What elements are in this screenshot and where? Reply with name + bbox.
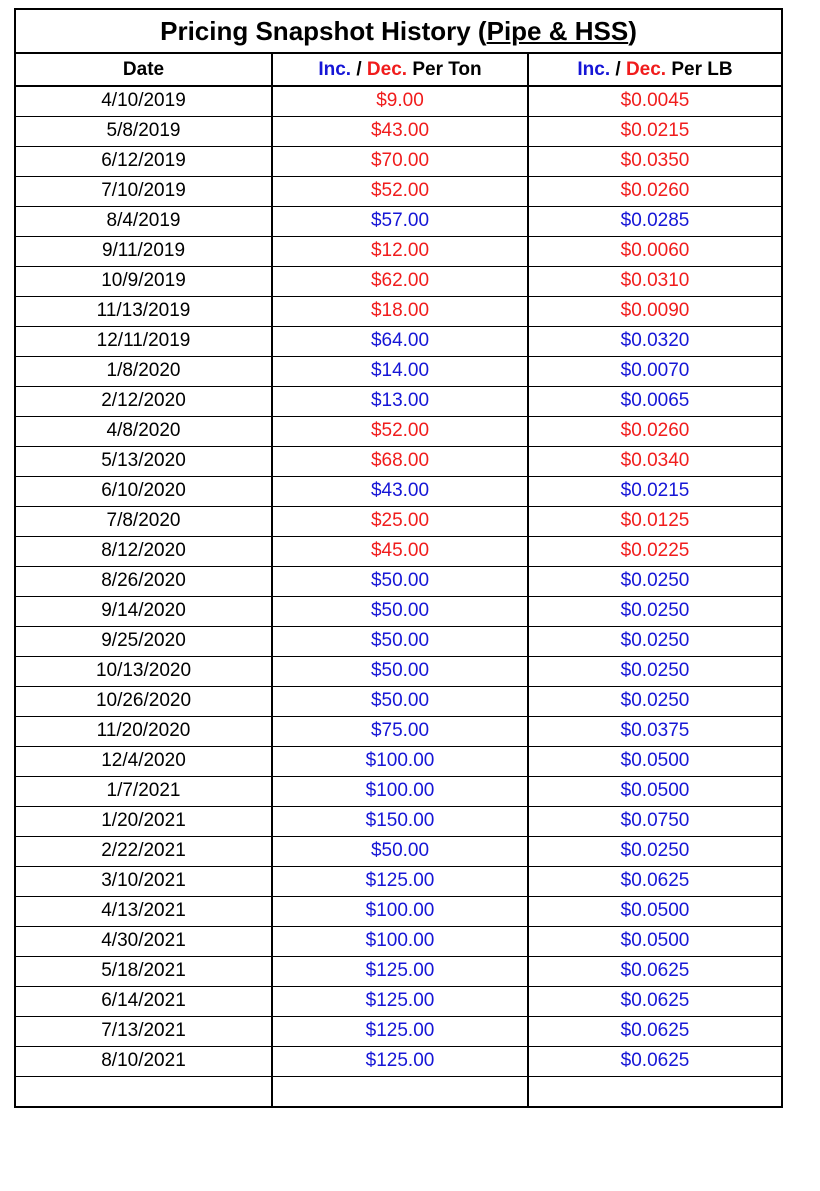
per-ton-cell: $100.00 [272, 896, 528, 926]
date-cell: 12/11/2019 [16, 326, 272, 356]
table-row [16, 926, 781, 956]
table-row [16, 1046, 781, 1076]
per-lb-cell: $0.0500 [528, 926, 781, 956]
date-cell: 10/13/2020 [16, 656, 272, 686]
per-lb-cell: $0.0625 [528, 956, 781, 986]
sheet-title [16, 10, 781, 54]
table-row [16, 476, 781, 506]
table-row [16, 1076, 781, 1106]
per-ton-cell: $62.00 [272, 266, 528, 296]
date-cell: 11/13/2019 [16, 296, 272, 326]
per-lb-cell: $0.0250 [528, 566, 781, 596]
per-lb-cell: $0.0260 [528, 416, 781, 446]
per-lb-cell: $0.0625 [528, 1016, 781, 1046]
per-ton-cell: $100.00 [272, 776, 528, 806]
table-body [16, 86, 781, 1106]
date-cell: 6/10/2020 [16, 476, 272, 506]
date-cell: 4/10/2019 [16, 86, 272, 116]
date-cell: 5/8/2019 [16, 116, 272, 146]
table-row [16, 836, 781, 866]
table-row [16, 266, 781, 296]
per-ton-cell: $18.00 [272, 296, 528, 326]
table-row [16, 866, 781, 896]
per-ton-cell: $50.00 [272, 626, 528, 656]
table-row [16, 386, 781, 416]
per-ton-cell: $13.00 [272, 386, 528, 416]
per-lb-cell: $0.0060 [528, 236, 781, 266]
per-lb-cell: $0.0065 [528, 386, 781, 416]
date-cell: 4/8/2020 [16, 416, 272, 446]
per-lb-cell: $0.0090 [528, 296, 781, 326]
per-lb-cell: $0.0250 [528, 596, 781, 626]
header-per-lb [528, 54, 781, 86]
per-lb-cell: $0.0500 [528, 776, 781, 806]
per-lb-cell: $0.0500 [528, 896, 781, 926]
date-cell: 9/11/2019 [16, 236, 272, 266]
table-row [16, 686, 781, 716]
per-ton-cell: $50.00 [272, 836, 528, 866]
table-row [16, 536, 781, 566]
per-ton-cell: $25.00 [272, 506, 528, 536]
table-row [16, 956, 781, 986]
table-row [16, 86, 781, 116]
date-cell: 4/30/2021 [16, 926, 272, 956]
header-per-ton-inc: Inc. [318, 58, 352, 80]
per-lb-cell: $0.0045 [528, 86, 781, 116]
per-lb-cell: $0.0340 [528, 446, 781, 476]
table-row [16, 236, 781, 266]
date-cell: 7/10/2019 [16, 176, 272, 206]
title-prefix: Pricing Snapshot History ( [160, 15, 487, 46]
per-ton-cell: $125.00 [272, 1046, 528, 1076]
header-per-ton [272, 54, 528, 86]
per-ton-cell: $125.00 [272, 986, 528, 1016]
table-row [16, 776, 781, 806]
table-row [16, 656, 781, 686]
date-cell [16, 1076, 272, 1106]
per-lb-cell: $0.0320 [528, 326, 781, 356]
per-ton-cell: $68.00 [272, 446, 528, 476]
date-cell: 2/12/2020 [16, 386, 272, 416]
per-ton-cell: $57.00 [272, 206, 528, 236]
per-ton-cell [272, 1076, 528, 1106]
table-row [16, 356, 781, 386]
date-cell: 8/26/2020 [16, 566, 272, 596]
date-cell: 7/8/2020 [16, 506, 272, 536]
per-lb-cell: $0.0750 [528, 806, 781, 836]
date-cell: 10/9/2019 [16, 266, 272, 296]
per-ton-cell: $12.00 [272, 236, 528, 266]
per-lb-cell: $0.0625 [528, 866, 781, 896]
header-per-ton-sep: / [351, 58, 367, 80]
date-cell: 6/14/2021 [16, 986, 272, 1016]
per-lb-cell: $0.0625 [528, 1046, 781, 1076]
header-row [16, 54, 781, 86]
per-lb-cell: $0.0500 [528, 746, 781, 776]
per-lb-cell: $0.0310 [528, 266, 781, 296]
per-ton-cell: $125.00 [272, 1016, 528, 1046]
per-lb-cell: $0.0215 [528, 116, 781, 146]
per-ton-cell: $50.00 [272, 596, 528, 626]
date-cell: 9/14/2020 [16, 596, 272, 626]
date-cell: 11/20/2020 [16, 716, 272, 746]
table-row [16, 116, 781, 146]
per-ton-cell: $100.00 [272, 926, 528, 956]
per-lb-cell: $0.0250 [528, 686, 781, 716]
per-ton-cell: $52.00 [272, 416, 528, 446]
table-row [16, 146, 781, 176]
per-ton-cell: $70.00 [272, 146, 528, 176]
table-row [16, 746, 781, 776]
date-cell: 1/20/2021 [16, 806, 272, 836]
per-lb-cell: $0.0215 [528, 476, 781, 506]
per-ton-cell: $50.00 [272, 566, 528, 596]
table-row [16, 566, 781, 596]
per-lb-cell: $0.0070 [528, 356, 781, 386]
per-ton-cell: $43.00 [272, 116, 528, 146]
pricing-table [16, 54, 781, 1106]
per-lb-cell: $0.0285 [528, 206, 781, 236]
table-row [16, 506, 781, 536]
per-lb-cell: $0.0250 [528, 626, 781, 656]
table-row [16, 416, 781, 446]
title-underlined: Pipe & HSS [486, 15, 629, 46]
date-cell: 5/18/2021 [16, 956, 272, 986]
per-ton-cell: $45.00 [272, 536, 528, 566]
per-ton-cell: $9.00 [272, 86, 528, 116]
per-ton-cell: $100.00 [272, 746, 528, 776]
date-cell: 9/25/2020 [16, 626, 272, 656]
table-row [16, 446, 781, 476]
per-ton-cell: $50.00 [272, 656, 528, 686]
table-row [16, 1016, 781, 1046]
per-lb-cell: $0.0375 [528, 716, 781, 746]
per-lb-cell: $0.0350 [528, 146, 781, 176]
date-cell: 7/13/2021 [16, 1016, 272, 1046]
table-row [16, 596, 781, 626]
per-ton-cell: $52.00 [272, 176, 528, 206]
table-row [16, 716, 781, 746]
table-row [16, 296, 781, 326]
table-row [16, 206, 781, 236]
table-row [16, 326, 781, 356]
header-per-lb-unit: Per LB [666, 58, 733, 80]
per-lb-cell: $0.0250 [528, 836, 781, 866]
header-per-ton-dec: Dec. [366, 58, 408, 80]
per-ton-cell: $125.00 [272, 956, 528, 986]
date-cell: 8/4/2019 [16, 206, 272, 236]
header-date: Date [16, 54, 272, 86]
per-lb-cell: $0.0260 [528, 176, 781, 206]
date-cell: 12/4/2020 [16, 746, 272, 776]
per-ton-cell: $14.00 [272, 356, 528, 386]
title-suffix: ) [628, 15, 637, 46]
date-cell: 3/10/2021 [16, 866, 272, 896]
per-lb-cell: $0.0125 [528, 506, 781, 536]
per-ton-cell: $43.00 [272, 476, 528, 506]
pricing-snapshot-sheet [14, 8, 783, 1108]
table-row [16, 626, 781, 656]
date-cell: 6/12/2019 [16, 146, 272, 176]
per-lb-cell: $0.0225 [528, 536, 781, 566]
per-lb-cell [528, 1076, 781, 1106]
per-ton-cell: $75.00 [272, 716, 528, 746]
header-per-lb-sep: / [610, 58, 626, 80]
per-ton-cell: $64.00 [272, 326, 528, 356]
per-ton-cell: $50.00 [272, 686, 528, 716]
header-per-ton-unit: Per Ton [407, 58, 482, 80]
date-cell: 2/22/2021 [16, 836, 272, 866]
table-row [16, 806, 781, 836]
date-cell: 8/10/2021 [16, 1046, 272, 1076]
date-cell: 4/13/2021 [16, 896, 272, 926]
table-row [16, 176, 781, 206]
date-cell: 10/26/2020 [16, 686, 272, 716]
per-lb-cell: $0.0250 [528, 656, 781, 686]
per-lb-cell: $0.0625 [528, 986, 781, 1016]
date-cell: 8/12/2020 [16, 536, 272, 566]
header-per-lb-inc: Inc. [577, 58, 611, 80]
per-ton-cell: $150.00 [272, 806, 528, 836]
date-cell: 5/13/2020 [16, 446, 272, 476]
header-per-lb-dec: Dec. [625, 58, 667, 80]
table-row [16, 896, 781, 926]
per-ton-cell: $125.00 [272, 866, 528, 896]
date-cell: 1/8/2020 [16, 356, 272, 386]
date-cell: 1/7/2021 [16, 776, 272, 806]
table-row [16, 986, 781, 1016]
